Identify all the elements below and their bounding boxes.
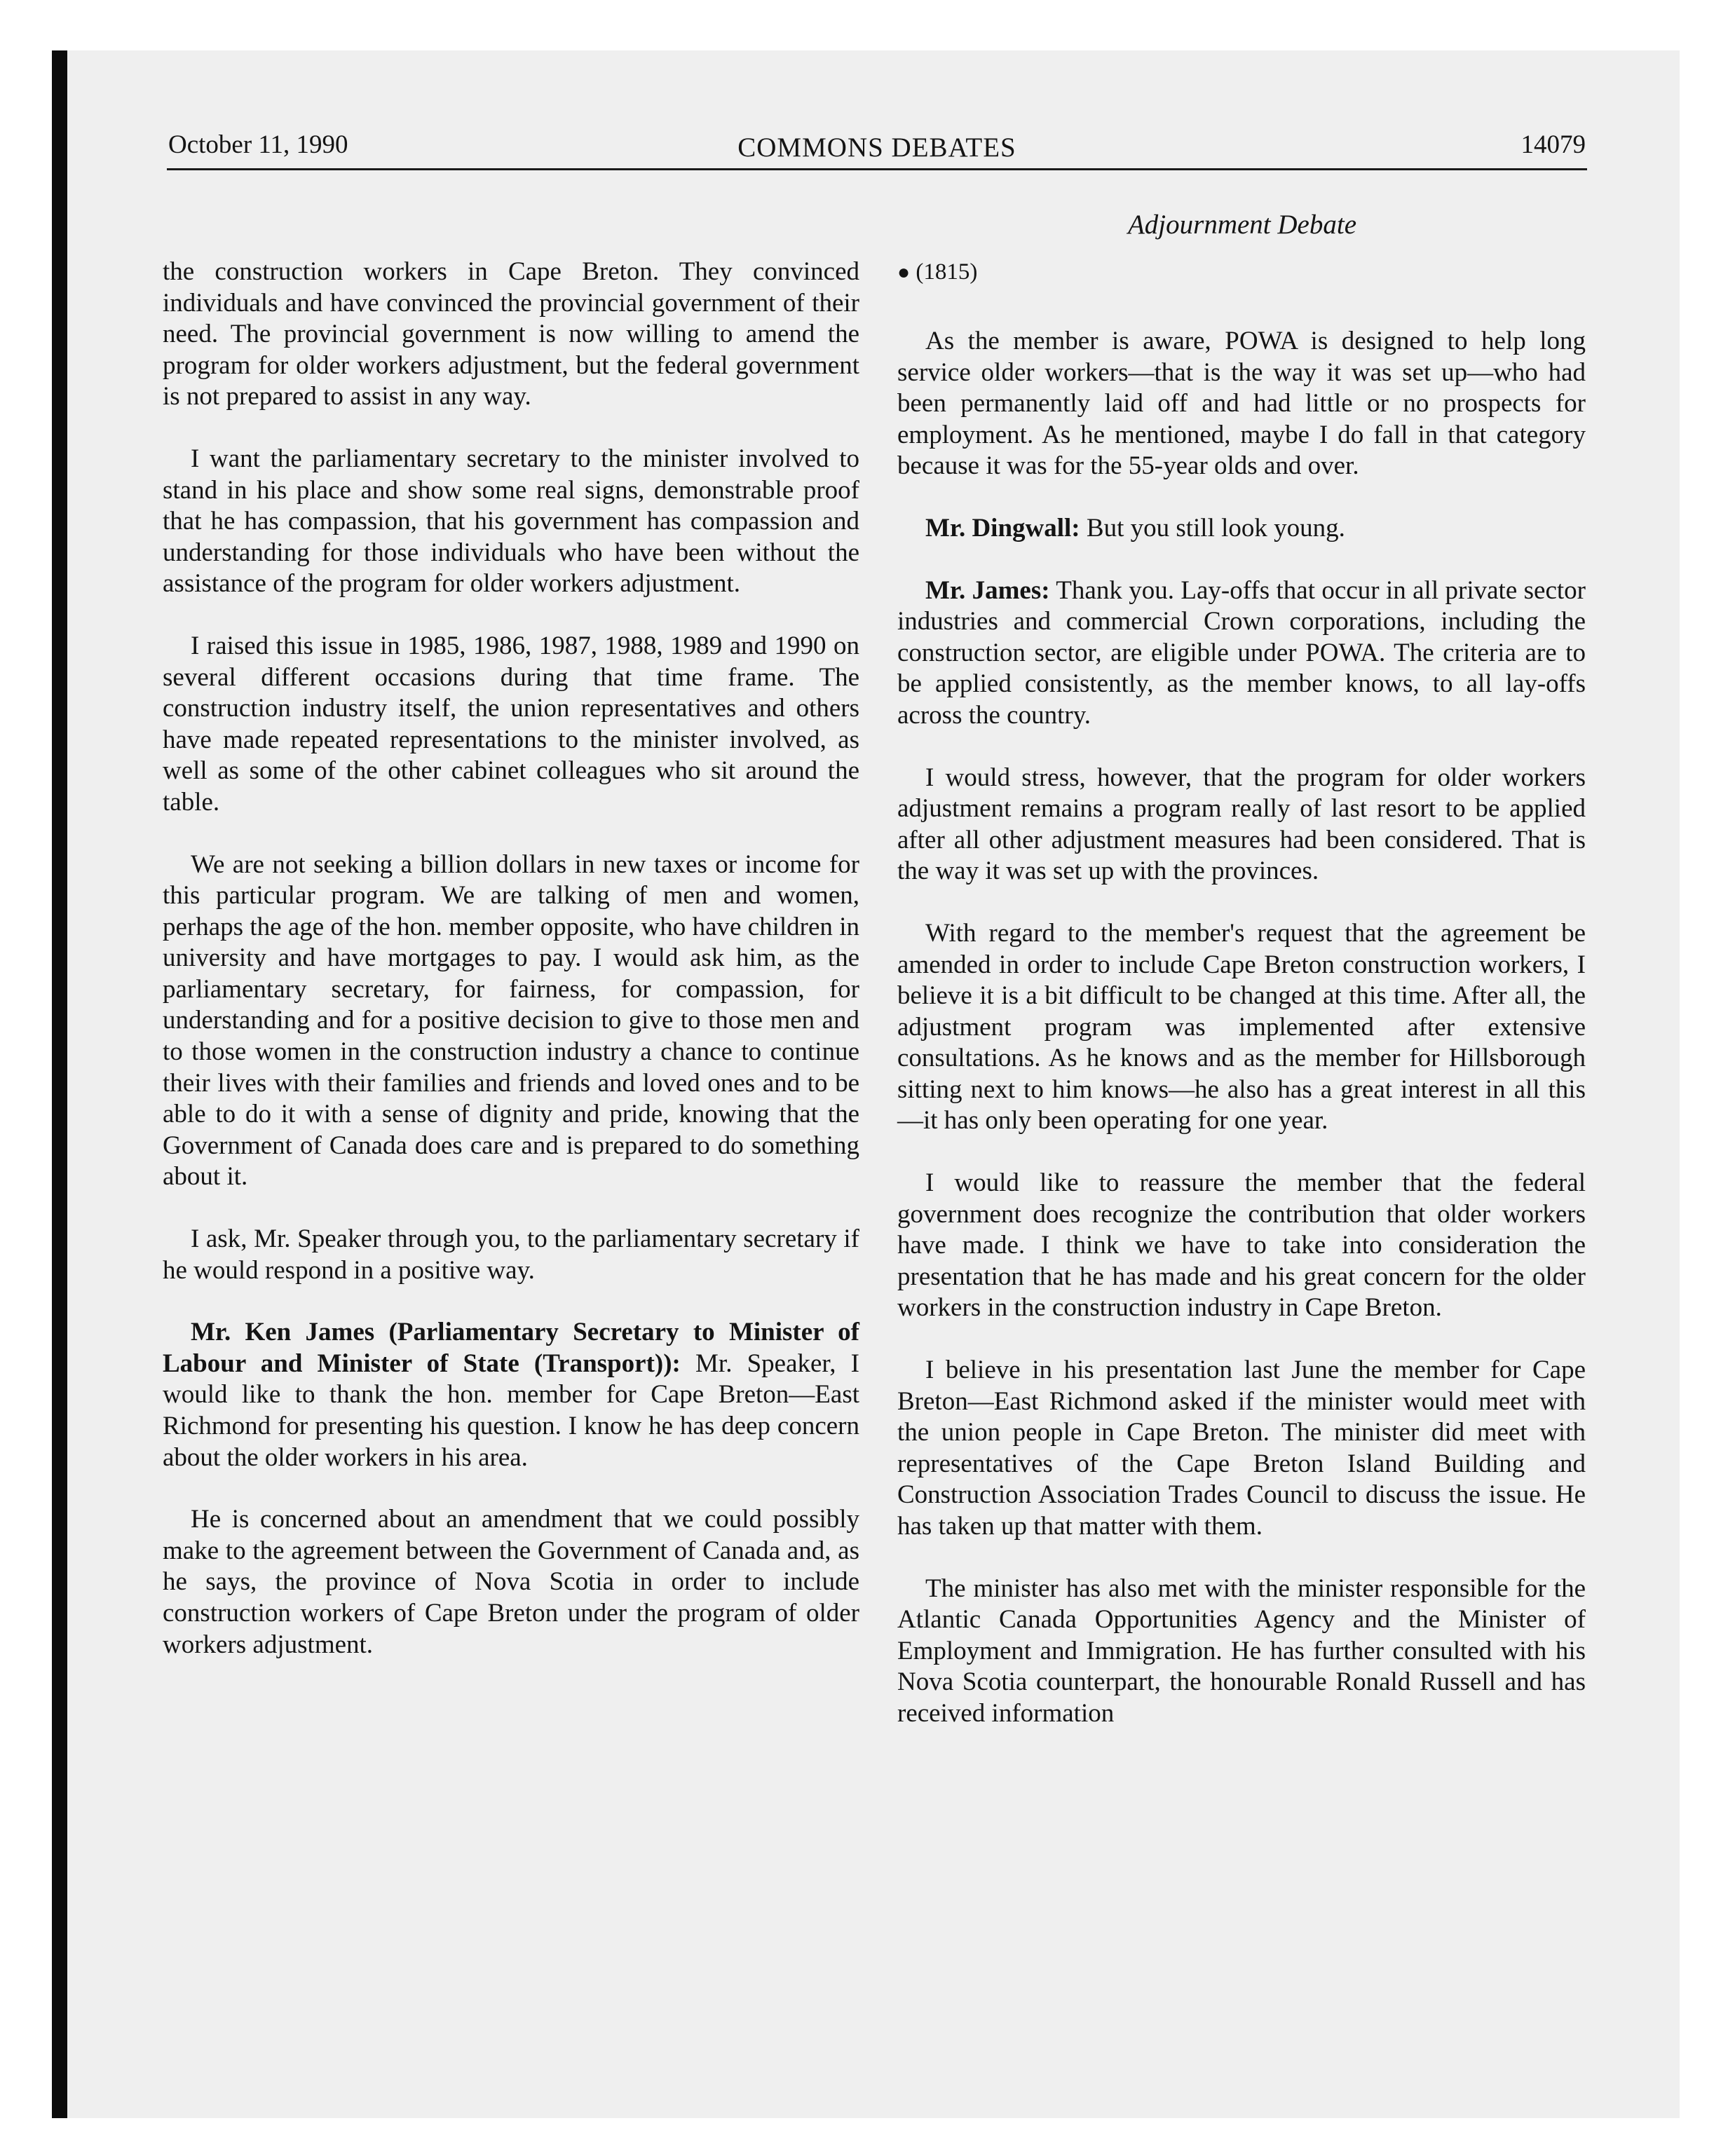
scan-edge — [52, 50, 67, 2118]
speech-text: But you still look young. — [1080, 513, 1345, 543]
paragraph: I ask, Mr. Speaker through you, to the parliamentary secretary if he would respond in a positive way. — [163, 1224, 859, 1285]
paragraph: I would stress, however, that the program for older workers adjustment remains a program really of last resort to be applied after all other adjustment measures had been considered. That is the way it was set up with the provinces. — [897, 763, 1586, 886]
paragraph: I believe in his presentation last June the member for Cape Breton—East Richmond asked if the minister would meet with the union people in Cape Breton. The minister did meet with representatives of the Cape Breton Island Building and Construction Association Trades Council to discuss the issue. He has taken up that matter with them. — [897, 1356, 1586, 1541]
paragraph: I raised this issue in 1985, 1986, 1987, 1988, 1989 and 1990 on several different occasions during that time frame. The construction industry itself, the union representatives and others have made repeated representations to the minister involved, as well as some of the other cabinet colleagues who sit around the table. — [163, 631, 859, 817]
speaker-name: Mr. James: — [925, 575, 1050, 605]
page-header — [168, 125, 1586, 165]
time-marker-text: (1815) — [916, 259, 978, 285]
paragraph: The minister has also met with the minister responsible for the Atlantic Canada Opportunities Agency and the Minister of Employment and Immigration. He has further consulted with his Nova Scotia counterpart, the honourable Ronald Russell and has received information — [897, 1574, 1586, 1728]
paragraph: With regard to the member's request that the agreement be amended in order to include Cape Breton construction workers, I believe it is a bit difficult to be changed at this time. After all, the adjustment program was implemented after extensive consultations. As he knows and as the member for Hillsborough sitting next to him knows—he also has a great interest in all this—it has only been operating for one year. — [897, 918, 1586, 1135]
paragraph: I want the parliamentary secretary to the minister involved to stand in his place and show some real signs, demonstrable proof that he has compassion, that his government has compassion and understanding for those individuals who have been without the assistance of the program for older workers adjustment. — [163, 444, 859, 599]
header-page-number: 14079 — [1520, 130, 1586, 159]
header-date: October 11, 1990 — [168, 130, 348, 159]
right-column — [897, 257, 1586, 1761]
paragraph: We are not seeking a billion dollars in new taxes or income for this particular program. We are talking of men and women, perhaps the age of the hon. member opposite, who have children in university and have mortgages to pay. I would ask him, as the parliamentary secretary, for fairness, for compassion, for understanding and for a positive decision to give to those men and to those women in the construction industry a chance to continue their lives with their families and friends and loved ones and to be able to do it with a sense of dignity and pride, knowing that the Government of Canada does care and is prepared to do something about it. — [163, 850, 859, 1192]
header-title: COMMONS DEBATES — [737, 132, 1016, 163]
speech-text: Thank you. Lay-offs that occur in all private sector industries and commercial Crown corporations, including the construction sector, are eligible under POWA. The criteria are to be applied consistently, as the member knows, to all lay-offs across the country. — [897, 575, 1586, 730]
paragraph: He is concerned about an amendment that we could possibly make to the agreement between the Government of Canada and, as he says, the province of Nova Scotia in order to include construction workers of Cape Breton under the program of older workers adjustment. — [163, 1505, 859, 1659]
left-column — [163, 257, 859, 1691]
speech-paragraph — [897, 575, 1586, 732]
speech-paragraph — [163, 1317, 859, 1473]
speech-text: Mr. Speaker, I would like to thank the hon. member for Cape Breton—East Richmond for presenting his question. I know he has deep concern about the older workers in his area. — [163, 1349, 859, 1472]
header-rule — [167, 168, 1587, 170]
paragraph: the construction workers in Cape Breton. They convinced individuals and have convinced the provincial government of their need. The provincial government is now willing to amend the program for older workers adjustment, but the federal government is not prepared to assist in any way. — [163, 257, 859, 411]
section-heading: Adjournment Debate — [1127, 210, 1356, 240]
bullet-icon: ● — [897, 261, 911, 284]
time-marker — [897, 257, 1586, 288]
paragraph: As the member is aware, POWA is designed to help long service older workers—that is the way it was set up—who had been permanently laid off and had little or no prospects for employment. As he mentioned, maybe I do fall in that category because it was for the 55-year olds and over. — [897, 327, 1586, 481]
speaker-name: Mr. Ken James (Parliamentary Secretary to Minister of Labour and Minister of State (Transport)): — [163, 1318, 859, 1378]
speaker-name: Mr. Dingwall: — [925, 513, 1080, 543]
speech-paragraph — [897, 513, 1586, 545]
paragraph: I would like to reassure the member that the federal government does recognize the contribution that older workers have made. I think we have to take into consideration the presentation that he has made and his great concern for the older workers in the construction industry in Cape Breton. — [897, 1168, 1586, 1323]
